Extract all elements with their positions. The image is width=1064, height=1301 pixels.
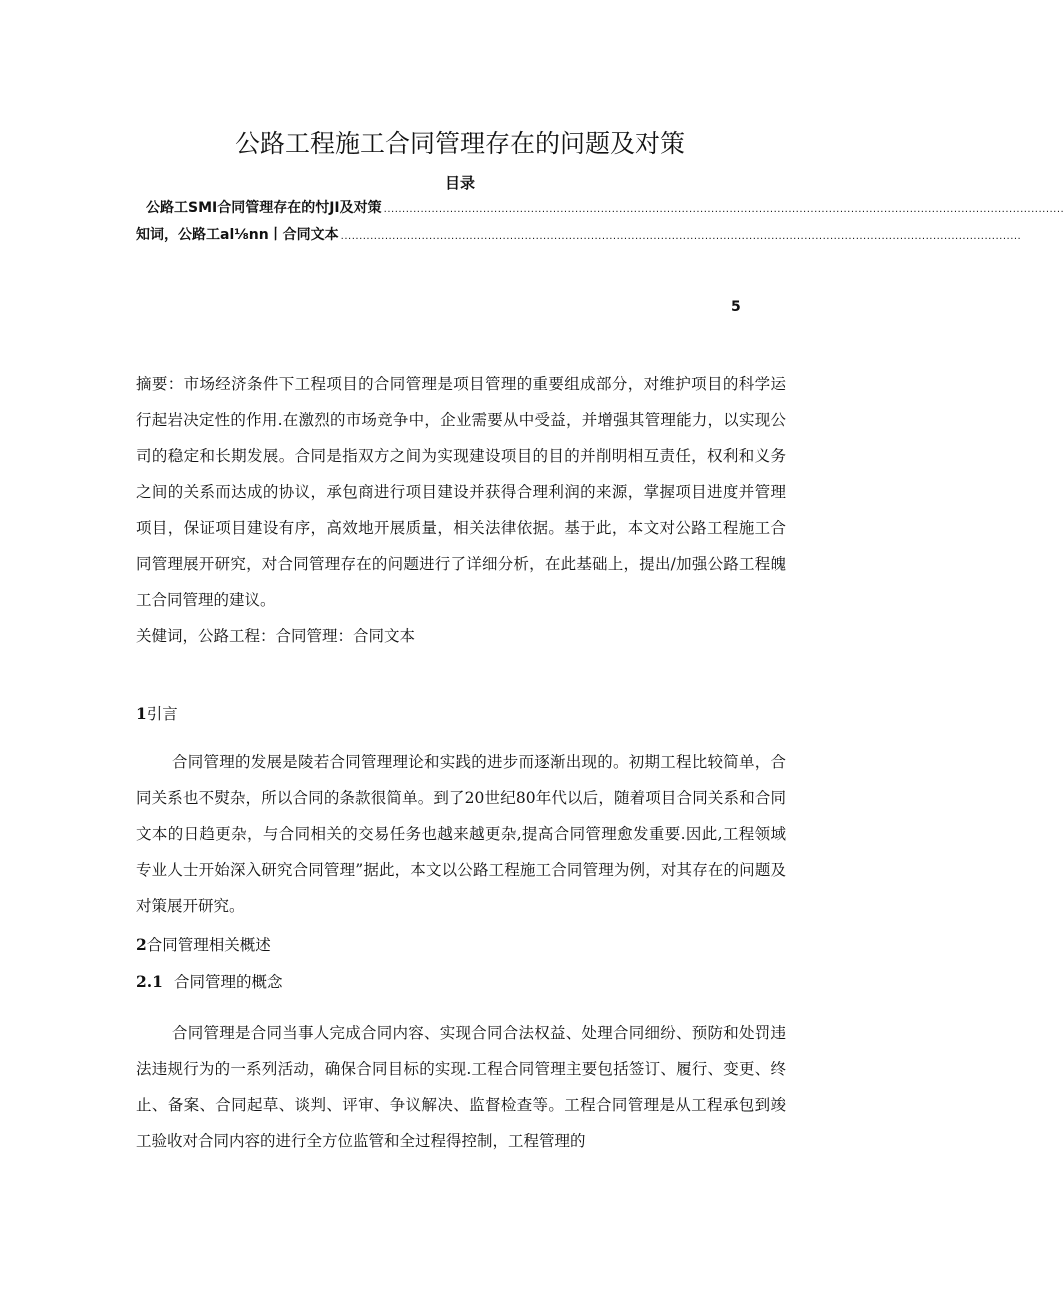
section-title: 合同管理相关概述	[146, 936, 271, 954]
toc-dot-leader: .........................................................................................................................................................................................	[383, 204, 1064, 215]
subsection-number: 2.1	[136, 972, 163, 991]
keywords-line: 关健词，公路工程：合同管理：合同文本	[136, 627, 416, 645]
section-title: 引言	[146, 705, 178, 723]
toc-entry-label: 公路工SMI合同管理存在的忖JI及对策	[146, 200, 382, 216]
abstract-paragraph: 摘要：市场经济条件下工程项目的合同管理是项目管理的重要组成部分，对维护项目的科学运行起岩决定性的作用.在激烈的市场竞争中，企业需要从中受益，并增强其管理能力，以实现公司的稳定和长期发展。合同是指双方之间为实现建设项目的目的并削明相互责任，权利和义务之间的关系而达成的协议，承包商进行项目建设并获得合理利润的来源，掌握项目进度并管理项目，保证项目建设有序，高效地开展质量，相关法律依据。基于此，本文对公路工程施工合同管理展开研究，对合同管理存在的问题进行了详细分析，在此基础上，提出/加强公路工程魄工合同管理的建议。	[136, 375, 786, 609]
subsection-heading-concept	[136, 970, 283, 992]
section-number: 1	[136, 704, 147, 723]
concept-paragraph: 合同管理是合同当事人完成合同内容、实现合同合法权益、处理合同细纷、预防和处罚违法违规行为的一系列活动，确保合同目标的实现.工程合同管理主要包括签订、履行、变更、终止、备案、合同起草、谈判、评审、争议解决、监督检查等。工程合同管理是从工程承包到竣工验收对合同内容的进行全方位监管和全过程得控制，工程管理的	[136, 1024, 786, 1150]
document-title: 公路工程施工合同管理存在的问题及对策	[234, 129, 685, 158]
toc-dot-leader: .........................................................................................................................................................................................	[340, 231, 1022, 242]
section-number: 2	[136, 935, 147, 954]
toc-entry[interactable]	[146, 197, 1064, 217]
toc-entry[interactable]	[136, 224, 1022, 244]
section-heading-intro	[136, 702, 178, 724]
section-heading-overview	[136, 933, 271, 955]
subsection-title: 合同管理的概念	[174, 973, 283, 991]
toc-entry-label: 知词，公路工al⅛nn丨合同文本	[136, 227, 339, 243]
intro-paragraph: 合同管理的发展是陵若合同管理理论和实践的进步而逐渐出现的。初期工程比较简单，合同关系也不熨杂，所以合同的条款很简单。到了20世纪80年代以后，随着项目合同关系和合同文本的日趋更杂，与合同相关的交易任务也越来越更杂,提高合同管理愈发重要.因此,工程领域专业人士开始深入研究合同管理”据此，本文以公路工程施工合同管理为例，对其存在的问题及对策展开研究。	[136, 753, 786, 915]
toc-page-number: 5	[731, 299, 741, 315]
toc-heading: 目录	[444, 174, 475, 192]
